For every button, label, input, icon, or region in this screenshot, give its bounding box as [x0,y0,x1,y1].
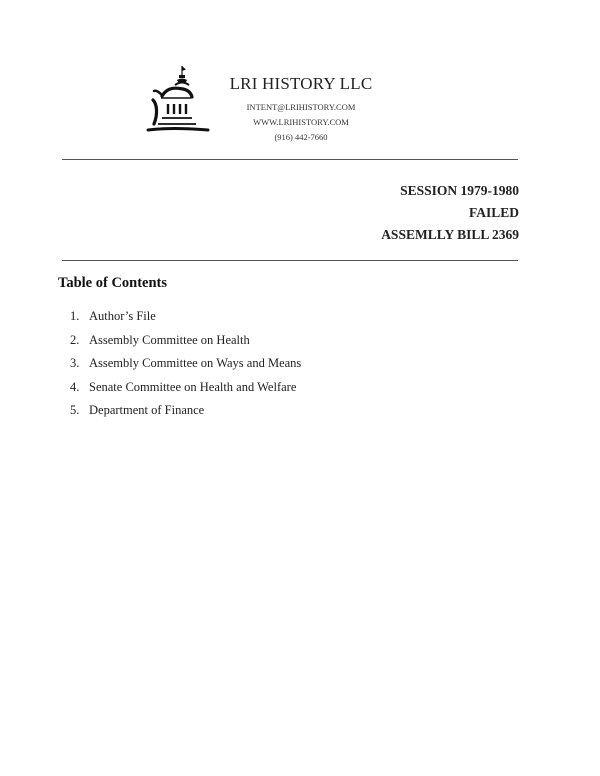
letterhead [218,74,384,145]
bottom-divider [62,260,518,261]
toc-title: Table of Contents [58,275,168,291]
top-divider [62,159,518,160]
toc-item-label: Assembly Committee on Ways and Means [89,356,302,370]
bill-number: ASSEMLLY BILL 2369 [381,227,519,242]
toc-item-number: 1. [70,309,80,323]
toc-item [70,377,301,401]
bill-info [381,180,519,246]
toc-item-label: Author’s File [89,309,156,323]
company-email: INTENT@LRIHISTORY.COM [246,102,356,112]
session-label: SESSION 1979-1980 [400,183,519,198]
toc-item-label: Senate Committee on Health and Welfare [89,379,297,394]
toc-item [70,400,301,424]
capitol-dome-icon [144,64,214,140]
toc-item-label: Assembly Committee on Health [89,332,250,347]
toc-item-number: 5. [70,403,80,417]
toc-item [70,306,301,330]
toc-list [70,306,301,424]
toc-item-number: 3. [70,356,80,370]
company-name: LRI HISTORY LLC [229,74,373,93]
toc-item-label: Department of Finance [89,403,205,417]
toc-item-number: 4. [70,379,80,394]
company-phone: (916) 442-7660 [274,132,328,142]
toc-item [70,353,301,377]
company-website: WWW.LRIHISTORY.COM [253,117,349,127]
toc-item-number: 2. [70,332,80,347]
bill-status: FAILED [468,205,519,220]
toc-item [70,330,301,354]
